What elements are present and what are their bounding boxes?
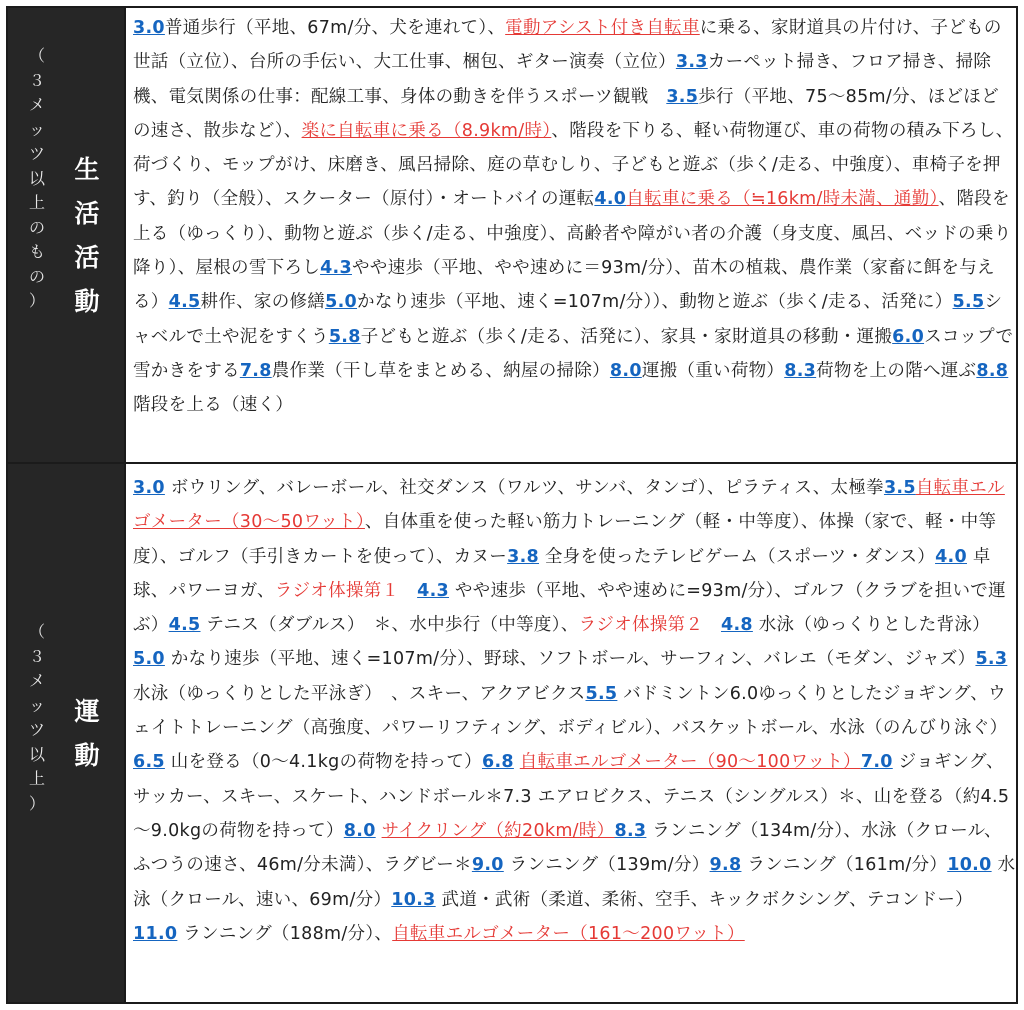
mets-value: 8.8 bbox=[976, 360, 1009, 381]
vertical-char: ３ bbox=[28, 70, 45, 90]
vertical-char: ッ bbox=[28, 119, 45, 139]
activity-text: 普通歩行（平地、67m/分、犬を連れて）、 bbox=[164, 18, 506, 38]
vertical-char: （ bbox=[28, 622, 45, 641]
vertical-char: も bbox=[28, 242, 45, 261]
activity-text: 水泳（ゆっくりとした平泳ぎ） 、スキー、アクアビクス bbox=[133, 683, 586, 704]
mets-value: 4.3 bbox=[320, 258, 352, 279]
mets-value: 4.5 bbox=[168, 292, 201, 313]
vertical-char: ） bbox=[28, 793, 45, 813]
vertical-char: メ bbox=[28, 671, 45, 690]
row-header-exercise bbox=[8, 464, 126, 1002]
highlighted-activity: サイクリング（約20km/時） bbox=[381, 820, 615, 841]
daily-activities-list bbox=[126, 8, 1016, 462]
activity-text: 運搬（重い荷物） bbox=[641, 360, 785, 381]
vertical-char: の bbox=[28, 217, 45, 237]
table-row-daily-activities bbox=[8, 8, 1016, 464]
row-title-daily-activities bbox=[70, 148, 104, 324]
mets-value: 9.0 bbox=[471, 855, 504, 876]
vertical-char: ツ bbox=[28, 144, 45, 163]
activity-text: 荷物を上の階へ運ぶ bbox=[816, 360, 977, 381]
activity-text: 階段を上る（速く） bbox=[133, 395, 294, 416]
mets-value: 8.3 bbox=[784, 360, 817, 381]
highlighted-activity: ラジオ体操第２ bbox=[578, 615, 721, 636]
mets-value: 10.0 bbox=[947, 855, 992, 876]
activity-text: に乗る、家財道具の片付け、子どもの世話（立位）、台所の手伝い、大工仕事、梱包、ギター演奏（立位） bbox=[133, 18, 1002, 73]
activity-text: シャベルで土や泥をすくう bbox=[133, 292, 1003, 347]
activity-text: スコップで雪かきをする bbox=[133, 326, 1014, 381]
highlighted-activity: 自転車エルゴメーター（30～50ワット） bbox=[133, 478, 1005, 533]
mets-value: 3.0 bbox=[133, 478, 165, 498]
activity-text: 、自体重を使った軽い筋力トレーニング（軽・中等度）、体操（家で、軽・中等度）、ゴルフ（手引きカートを使って）、カヌー bbox=[133, 512, 997, 567]
vertical-char: 活 bbox=[74, 243, 100, 272]
mets-value: 7.0 bbox=[860, 752, 893, 773]
side-label-3mets-or-more bbox=[26, 620, 48, 816]
activity-text: 耕作、家の修繕 bbox=[200, 292, 326, 313]
vertical-char: 活 bbox=[74, 199, 100, 228]
vertical-char: 以 bbox=[28, 168, 45, 188]
row-title-exercise bbox=[70, 690, 104, 778]
activity-text: 、階段を上る（ゆっくり）、動物と遊ぶ（歩く/走る、中強度）、高齢者や障がい者の介護（身支度、風呂、ベッドの乗り降り）、屋根の雪下ろし bbox=[133, 189, 1012, 279]
mets-value: 8.0 bbox=[609, 360, 642, 381]
mets-value: 4.0 bbox=[594, 189, 627, 210]
activity-text: ボウリング、バレーボール、社交ダンス（ワルツ、サンバ、タンゴ）、ピラティス、太極拳 bbox=[164, 478, 884, 498]
mets-value: 5.0 bbox=[325, 292, 358, 313]
mets-value: 10.3 bbox=[391, 889, 436, 910]
table-row-exercise bbox=[8, 464, 1016, 1002]
mets-value: 4.5 bbox=[168, 615, 201, 636]
highlighted-activity: 電動アシスト付き自転車 bbox=[505, 18, 700, 38]
vertical-char: ３ bbox=[28, 646, 45, 666]
mets-value: 5.5 bbox=[585, 683, 618, 704]
vertical-char: 動 bbox=[74, 287, 100, 316]
mets-value: 5.3 bbox=[975, 649, 1008, 670]
vertical-char: ッ bbox=[28, 695, 45, 715]
exercise-list bbox=[126, 464, 1016, 1002]
highlighted-activity: ラジオ体操第１ bbox=[274, 580, 418, 601]
activity-text: 歩行（平地、75～85m/分、ほどほどの速さ、散歩など）、 bbox=[133, 86, 999, 141]
vertical-char: 運 bbox=[74, 697, 100, 726]
highlighted-activity: 楽に自転車に乗る（8.9km/時） bbox=[301, 120, 552, 141]
mets-value: 3.8 bbox=[507, 546, 540, 567]
activity-text: かなり速歩（平地、速く=107m/分））、動物と遊ぶ（歩く/走る、活発に） bbox=[357, 292, 953, 313]
activity-text: カーペット掃き、フロア掃き、掃除機、電気関係の仕事：配線工事、身体の動きを伴うスポーツ観戦 bbox=[133, 52, 992, 107]
highlighted-activity: 自転車エルゴメーター（161～200ワット） bbox=[392, 923, 745, 944]
mets-value: 5.5 bbox=[952, 292, 985, 313]
mets-value: 7.8 bbox=[239, 360, 272, 381]
highlighted-activity: 自転車に乗る（≒16km/時未満、通勤） bbox=[626, 189, 939, 210]
row-header-daily-activities bbox=[8, 8, 126, 462]
activity-text: テニス（ダブルス） ＊、水中歩行（中等度）、 bbox=[200, 615, 579, 636]
mets-value: 4.3 bbox=[417, 580, 450, 601]
mets-value: 4.8 bbox=[720, 615, 753, 636]
mets-value: 8.0 bbox=[343, 820, 376, 841]
activity-text: 水泳（クロール、速い、69m/分） bbox=[133, 855, 1016, 910]
activity-text: 卓球、パワーヨガ、 bbox=[133, 546, 991, 601]
activity-text: 、階段を下りる、軽い荷物運び、車の荷物の積み下ろし、荷づくり、モップがけ、床磨き、風呂掃除、庭の草むしり、子どもと遊ぶ（歩く/走る、中強度）、車椅子を押す、釣り（全般）、スクーター（原付）・オートバイの運転 bbox=[133, 120, 1014, 210]
vertical-char: 上 bbox=[28, 193, 45, 212]
mets-value: 4.0 bbox=[935, 546, 967, 567]
activity-text: 農作業（干し草をまとめる、納屋の掃除） bbox=[271, 360, 610, 381]
vertical-char: 動 bbox=[74, 741, 100, 770]
vertical-char: ツ bbox=[28, 720, 45, 739]
mets-value: 11.0 bbox=[133, 923, 178, 944]
mets-value: 9.8 bbox=[709, 855, 742, 876]
activity-text: やや速歩（平地、やや速めに=93m/分）、ゴルフ（クラブを担いで運ぶ） bbox=[133, 580, 1006, 636]
vertical-char: 上 bbox=[28, 769, 45, 788]
activity-text: ランニング（161m/分） bbox=[741, 855, 948, 876]
mets-value: 3.5 bbox=[666, 86, 699, 107]
vertical-char: 以 bbox=[28, 744, 45, 764]
vertical-char: （ bbox=[28, 46, 45, 65]
side-label-3mets-or-more bbox=[26, 44, 48, 314]
activity-text: 武道・武術（柔道、柔術、空手、キックボクシング、テコンドー） bbox=[435, 889, 973, 910]
activity-text: ランニング（134m/分）、水泳（クロール、ふつうの速さ、46m/分未満）、ラグビー＊ bbox=[133, 820, 1002, 876]
activity-text: 水泳（ゆっくりとした背泳） bbox=[752, 615, 990, 636]
vertical-char: ） bbox=[28, 291, 45, 310]
activity-text: ジョギング、サッカー、スキー、スケート、ハンドボール＊7.3 エアロビクス、テニス（シングルス）＊、山を登る（約4.5～9.0kgの荷物を持って） bbox=[133, 752, 1010, 841]
mets-value: 3.3 bbox=[675, 52, 708, 73]
mets-value: 6.8 bbox=[481, 752, 514, 773]
mets-value: 6.0 bbox=[892, 326, 925, 347]
vertical-char: 生 bbox=[74, 155, 100, 184]
mets-activity-table bbox=[6, 6, 1018, 1004]
mets-value: 3.5 bbox=[883, 478, 916, 498]
activity-text: ランニング（139m/分） bbox=[503, 855, 710, 876]
mets-value: 5.8 bbox=[328, 326, 361, 347]
mets-value: 3.0 bbox=[133, 18, 165, 38]
activity-text: バドミントン6.0ゆっくりとしたジョギング、ウェイトトレーニング（高強度、パワーリフティング、ボディビル）、バスケットボール、水泳（のんびり泳ぐ） bbox=[133, 683, 1008, 739]
activity-text: やや速歩（平地、やや速めに＝93m/分）、苗木の植栽、農作業（家畜に餌を与える） bbox=[133, 258, 995, 313]
mets-value: 5.0 bbox=[133, 649, 165, 670]
mets-value: 8.3 bbox=[614, 820, 647, 841]
vertical-char: の bbox=[28, 266, 45, 286]
mets-value: 6.5 bbox=[133, 752, 165, 773]
vertical-char: メ bbox=[28, 95, 45, 114]
activity-text: 山を登る（0～4.1kgの荷物を持って） bbox=[164, 752, 482, 773]
activity-text: ランニング（188m/分）、 bbox=[177, 923, 393, 944]
activity-text: 全身を使ったテレビゲーム（スポーツ・ダンス） bbox=[539, 546, 936, 567]
highlighted-activity: 自転車エルゴメーター（90～100ワット） bbox=[519, 752, 861, 773]
activity-text: かなり速歩（平地、速く=107m/分）、野球、ソフトボール、サーフィン、バレエ（モダン、ジャズ） bbox=[164, 649, 976, 670]
activity-text: 子どもと遊ぶ（歩く/走る、活発に）、家具・家財道具の移動・運搬 bbox=[360, 326, 893, 347]
